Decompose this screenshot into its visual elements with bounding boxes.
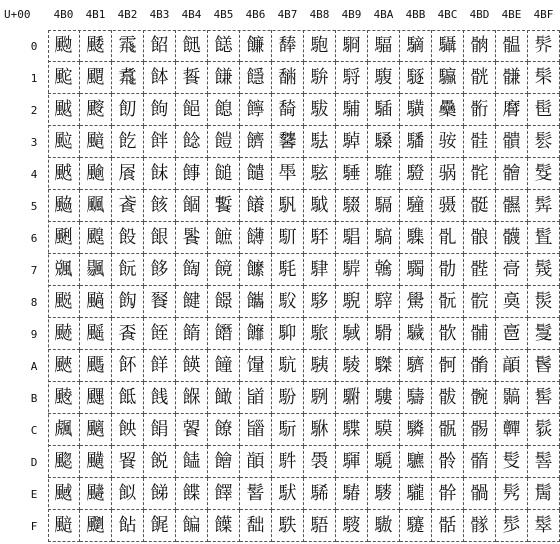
glyph-cell: 䭝 xyxy=(208,446,240,478)
glyph-cell: 䮰 xyxy=(400,30,432,62)
glyph-cell: 䬉 xyxy=(48,318,80,350)
glyph-cell: 䯱 xyxy=(528,62,560,94)
glyph-cell: 䯩 xyxy=(496,318,528,350)
glyph-cell: 䮅 xyxy=(304,190,336,222)
glyph-cell: 䭿 xyxy=(272,510,304,542)
column-header: 4BF xyxy=(533,8,554,21)
glyph-cell: 䭶 xyxy=(272,222,304,254)
glyph-cell: 䯆 xyxy=(432,222,464,254)
glyph-cell: 䬊 xyxy=(48,350,80,382)
glyph-cell: 䬵 xyxy=(144,190,176,222)
row-header: 3 xyxy=(30,136,38,149)
glyph-cell: 䭆 xyxy=(176,222,208,254)
row-header: 9 xyxy=(30,328,38,341)
glyph-cell: 䬖 xyxy=(80,222,112,254)
glyph-cell: 䬀 xyxy=(48,30,80,62)
row-header: 8 xyxy=(30,296,38,309)
glyph-cell: 䭢 xyxy=(240,94,272,126)
glyph-cell: 䬃 xyxy=(48,126,80,158)
row-header: 4 xyxy=(30,168,38,181)
glyph-cell: 䭖 xyxy=(208,222,240,254)
glyph-cell: 䭽 xyxy=(272,446,304,478)
column-header: 4B1 xyxy=(85,8,106,21)
glyph-cell: 䮷 xyxy=(400,254,432,286)
glyph-cell: 䮕 xyxy=(336,190,368,222)
glyph-cell: 䭰 xyxy=(272,30,304,62)
glyph-cell: 䯽 xyxy=(528,446,560,478)
glyph-cell: 䯕 xyxy=(464,190,496,222)
column-header: 4BD xyxy=(469,8,490,21)
glyph-cell: 䮏 xyxy=(304,510,336,542)
glyph-cell: 䯋 xyxy=(432,382,464,414)
row-header: E xyxy=(30,488,38,501)
glyph-cell: 䯘 xyxy=(464,286,496,318)
glyph-cell: 䭑 xyxy=(208,62,240,94)
glyph-cell: 䭐 xyxy=(208,30,240,62)
glyph-cell: 䬎 xyxy=(48,478,80,510)
row-header: D xyxy=(30,456,38,469)
glyph-cell: 䬳 xyxy=(144,126,176,158)
glyph-cell: 䭗 xyxy=(208,254,240,286)
glyph-cell: 䬐 xyxy=(80,30,112,62)
glyph-cell: 䮻 xyxy=(400,382,432,414)
glyph-grid xyxy=(48,30,560,542)
glyph-cell: 䬋 xyxy=(48,382,80,414)
glyph-cell: 䮐 xyxy=(336,30,368,62)
glyph-cell: 䭜 xyxy=(208,414,240,446)
glyph-cell: 䬧 xyxy=(112,254,144,286)
glyph-cell: 䭚 xyxy=(208,350,240,382)
glyph-cell: 䬞 xyxy=(80,478,112,510)
glyph-cell: 䬲 xyxy=(144,94,176,126)
column-header: 4B6 xyxy=(245,8,266,21)
glyph-cell: 䭅 xyxy=(176,190,208,222)
glyph-cell: 䭱 xyxy=(272,62,304,94)
glyph-cell: 䯄 xyxy=(432,158,464,190)
glyph-cell: 䬌 xyxy=(48,414,80,446)
glyph-cell: 䭧 xyxy=(240,254,272,286)
column-header: 4B0 xyxy=(53,8,74,21)
glyph-cell: 䯹 xyxy=(528,318,560,350)
glyph-cell: 䯫 xyxy=(496,382,528,414)
glyph-cell: 䯦 xyxy=(496,222,528,254)
glyph-cell: 䮦 xyxy=(368,222,400,254)
glyph-cell: 䮁 xyxy=(304,62,336,94)
glyph-cell: 䬿 xyxy=(144,510,176,542)
glyph-cell: 䯡 xyxy=(496,62,528,94)
glyph-cell: 䬝 xyxy=(80,446,112,478)
glyph-cell: 䯭 xyxy=(496,446,528,478)
glyph-cell: 䯌 xyxy=(432,414,464,446)
glyph-cell: 䯃 xyxy=(432,126,464,158)
glyph-cell: 䭇 xyxy=(176,254,208,286)
glyph-cell: 䭡 xyxy=(240,62,272,94)
glyph-cell: 䭦 xyxy=(240,222,272,254)
glyph-cell: 䬰 xyxy=(144,30,176,62)
glyph-cell: 䯬 xyxy=(496,414,528,446)
column-header: 4B5 xyxy=(213,8,234,21)
glyph-cell: 䭯 xyxy=(240,510,272,542)
glyph-cell: 䭀 xyxy=(176,30,208,62)
glyph-cell: 䭤 xyxy=(240,158,272,190)
glyph-cell: 䮡 xyxy=(368,62,400,94)
glyph-cell: 䮧 xyxy=(368,254,400,286)
glyph-cell: 䬺 xyxy=(144,350,176,382)
glyph-cell: 䬗 xyxy=(80,254,112,286)
glyph-cell: 䯼 xyxy=(528,414,560,446)
glyph-cell: 䬔 xyxy=(80,158,112,190)
glyph-cell: 䬕 xyxy=(80,190,112,222)
glyph-cell: 䬈 xyxy=(48,286,80,318)
glyph-cell: 䮫 xyxy=(368,382,400,414)
glyph-cell: 䮺 xyxy=(400,350,432,382)
glyph-cell: 䬍 xyxy=(48,446,80,478)
glyph-cell: 䬢 xyxy=(112,94,144,126)
glyph-cell: 䬁 xyxy=(48,62,80,94)
glyph-cell: 䯂 xyxy=(432,94,464,126)
glyph-cell: 䬒 xyxy=(80,94,112,126)
glyph-cell: 䭎 xyxy=(176,478,208,510)
glyph-cell: 䭬 xyxy=(240,414,272,446)
glyph-cell: 䮉 xyxy=(304,318,336,350)
glyph-cell: 䭭 xyxy=(240,446,272,478)
glyph-cell: 䯎 xyxy=(432,478,464,510)
glyph-cell: 䯴 xyxy=(528,158,560,190)
glyph-cell: 䮱 xyxy=(400,62,432,94)
glyph-cell: 䭒 xyxy=(208,94,240,126)
glyph-cell: 䭔 xyxy=(208,158,240,190)
glyph-cell: 䭌 xyxy=(176,414,208,446)
glyph-cell: 䬸 xyxy=(144,286,176,318)
glyph-cell: 䬱 xyxy=(144,62,176,94)
glyph-cell: 䮈 xyxy=(304,286,336,318)
glyph-cell: 䮗 xyxy=(336,254,368,286)
glyph-cell: 䮣 xyxy=(368,126,400,158)
glyph-cell: 䭈 xyxy=(176,286,208,318)
glyph-cell: 䭣 xyxy=(240,126,272,158)
glyph-cell: 䬑 xyxy=(80,62,112,94)
glyph-cell: 䮹 xyxy=(400,318,432,350)
glyph-cell: 䭉 xyxy=(176,318,208,350)
glyph-cell: 䮒 xyxy=(336,94,368,126)
glyph-cell: 䭨 xyxy=(240,286,272,318)
glyph-cell: 䮨 xyxy=(368,286,400,318)
glyph-cell: 䮌 xyxy=(304,414,336,446)
glyph-cell: 䬣 xyxy=(112,126,144,158)
glyph-cell: 䮆 xyxy=(304,222,336,254)
glyph-cell: 䯙 xyxy=(464,318,496,350)
glyph-cell: 䯜 xyxy=(464,414,496,446)
glyph-cell: 䬂 xyxy=(48,94,80,126)
glyph-cell: 䭾 xyxy=(272,478,304,510)
column-header: 4BB xyxy=(405,8,426,21)
glyph-cell: 䬽 xyxy=(144,446,176,478)
glyph-cell: 䬹 xyxy=(144,318,176,350)
glyph-cell: 䬻 xyxy=(144,382,176,414)
glyph-cell: 䯍 xyxy=(432,446,464,478)
glyph-cell: 䭫 xyxy=(240,382,272,414)
glyph-cell: 䮴 xyxy=(400,158,432,190)
glyph-cell: 䮛 xyxy=(336,382,368,414)
glyph-cell: 䬦 xyxy=(112,222,144,254)
glyph-cell: 䬯 xyxy=(112,510,144,542)
glyph-cell: 䭳 xyxy=(272,126,304,158)
glyph-cell: 䯪 xyxy=(496,350,528,382)
glyph-cell: 䭏 xyxy=(176,510,208,542)
glyph-cell: 䮝 xyxy=(336,446,368,478)
glyph-cell: 䯞 xyxy=(464,478,496,510)
glyph-cell: 䮚 xyxy=(336,350,368,382)
row-header: 1 xyxy=(30,72,38,85)
glyph-cell: 䬩 xyxy=(112,318,144,350)
glyph-cell: 䯥 xyxy=(496,190,528,222)
glyph-cell: 䭘 xyxy=(208,286,240,318)
glyph-cell: 䯷 xyxy=(528,254,560,286)
row-header: A xyxy=(30,360,38,373)
glyph-cell: 䬚 xyxy=(80,350,112,382)
glyph-cell: 䭂 xyxy=(176,94,208,126)
glyph-cell: 䯮 xyxy=(496,478,528,510)
glyph-cell: 䯲 xyxy=(528,94,560,126)
glyph-cell: 䯉 xyxy=(432,318,464,350)
glyph-cell: 䯐 xyxy=(464,30,496,62)
glyph-cell: 䬾 xyxy=(144,478,176,510)
glyph-cell: 䯓 xyxy=(464,126,496,158)
glyph-cell: 䭩 xyxy=(240,318,272,350)
glyph-cell: 䮜 xyxy=(336,414,368,446)
glyph-cell: 䮘 xyxy=(336,286,368,318)
glyph-cell: 䮸 xyxy=(400,286,432,318)
glyph-cell: 䮊 xyxy=(304,350,336,382)
glyph-cell: 䬄 xyxy=(48,158,80,190)
row-header: 2 xyxy=(30,104,38,117)
glyph-cell: 䭞 xyxy=(208,478,240,510)
row-header: F xyxy=(30,520,38,533)
glyph-cell: 䭠 xyxy=(240,30,272,62)
glyph-cell: 䮍 xyxy=(304,446,336,478)
glyph-cell: 䬥 xyxy=(112,190,144,222)
glyph-cell: 䯟 xyxy=(464,510,496,542)
glyph-cell: 䭛 xyxy=(208,382,240,414)
glyph-cell: 䯣 xyxy=(496,126,528,158)
glyph-cell: 䬏 xyxy=(48,510,80,542)
glyph-cell: 䭵 xyxy=(272,190,304,222)
glyph-cell: 䮬 xyxy=(368,414,400,446)
glyph-cell: 䮽 xyxy=(400,446,432,478)
column-header: 4B7 xyxy=(277,8,298,21)
glyph-cell: 䯶 xyxy=(528,222,560,254)
glyph-cell: 䬶 xyxy=(144,222,176,254)
glyph-cell: 䯏 xyxy=(432,510,464,542)
glyph-cell: 䯨 xyxy=(496,286,528,318)
glyph-cell: 䭥 xyxy=(240,190,272,222)
glyph-cell: 䮯 xyxy=(368,510,400,542)
glyph-cell: 䯗 xyxy=(464,254,496,286)
glyph-cell: 䮂 xyxy=(304,94,336,126)
glyph-cell: 䭁 xyxy=(176,62,208,94)
glyph-cell: 䬫 xyxy=(112,382,144,414)
row-header: 7 xyxy=(30,264,38,277)
glyph-cell: 䮭 xyxy=(368,446,400,478)
glyph-cell: 䮤 xyxy=(368,158,400,190)
glyph-cell: 䮲 xyxy=(400,94,432,126)
glyph-cell: 䭮 xyxy=(240,478,272,510)
glyph-cell: 䯸 xyxy=(528,286,560,318)
glyph-cell: 䭊 xyxy=(176,350,208,382)
glyph-cell: 䮄 xyxy=(304,158,336,190)
glyph-cell: 䬤 xyxy=(112,158,144,190)
glyph-cell: 䯧 xyxy=(496,254,528,286)
chart-corner-label: U+00 xyxy=(4,8,31,21)
glyph-cell: 䭓 xyxy=(208,126,240,158)
glyph-cell: 䮾 xyxy=(400,478,432,510)
glyph-cell: 䭪 xyxy=(240,350,272,382)
glyph-cell: 䬘 xyxy=(80,286,112,318)
column-header: 4BA xyxy=(373,8,394,21)
glyph-cell: 䬓 xyxy=(80,126,112,158)
glyph-cell: 䯤 xyxy=(496,158,528,190)
glyph-cell: 䮔 xyxy=(336,158,368,190)
glyph-cell: 䮙 xyxy=(336,318,368,350)
glyph-cell: 䮎 xyxy=(304,478,336,510)
glyph-cell: 䭃 xyxy=(176,126,208,158)
glyph-cell: 䮪 xyxy=(368,350,400,382)
glyph-cell: 䭋 xyxy=(176,382,208,414)
glyph-cell: 䭲 xyxy=(272,94,304,126)
glyph-cell: 䮳 xyxy=(400,126,432,158)
glyph-cell: 䭙 xyxy=(208,318,240,350)
glyph-cell: 䬷 xyxy=(144,254,176,286)
glyph-cell: 䯯 xyxy=(496,510,528,542)
glyph-cell: 䬠 xyxy=(112,30,144,62)
column-header: 4B8 xyxy=(309,8,330,21)
glyph-cell: 䬨 xyxy=(112,286,144,318)
glyph-cell: 䯻 xyxy=(528,382,560,414)
glyph-cell: 䮇 xyxy=(304,254,336,286)
column-header: 4BC xyxy=(437,8,458,21)
glyph-cell: 䮥 xyxy=(368,190,400,222)
glyph-cell: 䬅 xyxy=(48,190,80,222)
glyph-cell: 䯑 xyxy=(464,62,496,94)
glyph-cell: 䯔 xyxy=(464,158,496,190)
row-header: 5 xyxy=(30,200,38,213)
column-header: 4BE xyxy=(501,8,522,21)
glyph-cell: 䯰 xyxy=(528,30,560,62)
glyph-cell: 䯾 xyxy=(528,478,560,510)
glyph-cell: 䭸 xyxy=(272,286,304,318)
row-header: 6 xyxy=(30,232,38,245)
column-header: 4B9 xyxy=(341,8,362,21)
glyph-cell: 䯿 xyxy=(528,510,560,542)
glyph-cell: 䮿 xyxy=(400,510,432,542)
glyph-cell: 䬼 xyxy=(144,414,176,446)
glyph-cell: 䮠 xyxy=(368,30,400,62)
glyph-cell: 䯒 xyxy=(464,94,496,126)
glyph-cell: 䯛 xyxy=(464,382,496,414)
glyph-cell: 䮃 xyxy=(304,126,336,158)
glyph-cell: 䬆 xyxy=(48,222,80,254)
glyph-cell: 䮞 xyxy=(336,478,368,510)
glyph-cell: 䮓 xyxy=(336,126,368,158)
glyph-cell: 䯺 xyxy=(528,350,560,382)
glyph-cell: 䮖 xyxy=(336,222,368,254)
row-header: 0 xyxy=(30,40,38,53)
glyph-cell: 䯚 xyxy=(464,350,496,382)
glyph-cell: 䭹 xyxy=(272,318,304,350)
glyph-cell: 䯇 xyxy=(432,254,464,286)
glyph-cell: 䬙 xyxy=(80,318,112,350)
glyph-cell: 䬛 xyxy=(80,382,112,414)
row-header: C xyxy=(30,424,38,437)
glyph-cell: 䬇 xyxy=(48,254,80,286)
glyph-cell: 䬪 xyxy=(112,350,144,382)
glyph-cell: 䯈 xyxy=(432,286,464,318)
glyph-cell: 䬟 xyxy=(80,510,112,542)
glyph-cell: 䮋 xyxy=(304,382,336,414)
glyph-cell: 䮩 xyxy=(368,318,400,350)
glyph-cell: 䯁 xyxy=(432,62,464,94)
column-header: 4B2 xyxy=(117,8,138,21)
glyph-cell: 䮀 xyxy=(304,30,336,62)
glyph-cell: 䬮 xyxy=(112,478,144,510)
glyph-cell: 䮟 xyxy=(336,510,368,542)
glyph-cell: 䮮 xyxy=(368,478,400,510)
glyph-cell: 䭴 xyxy=(272,158,304,190)
glyph-cell: 䯠 xyxy=(496,30,528,62)
row-header: B xyxy=(30,392,38,405)
glyph-cell: 䭷 xyxy=(272,254,304,286)
glyph-cell: 䭼 xyxy=(272,414,304,446)
glyph-cell: 䯖 xyxy=(464,222,496,254)
glyph-cell: 䮼 xyxy=(400,414,432,446)
column-header: 4B3 xyxy=(149,8,170,21)
glyph-cell: 䯝 xyxy=(464,446,496,478)
glyph-cell: 䮶 xyxy=(400,222,432,254)
glyph-cell: 䭟 xyxy=(208,510,240,542)
glyph-cell: 䭕 xyxy=(208,190,240,222)
glyph-cell: 䮑 xyxy=(336,62,368,94)
glyph-cell: 䬴 xyxy=(144,158,176,190)
glyph-cell: 䯳 xyxy=(528,126,560,158)
glyph-cell: 䭺 xyxy=(272,350,304,382)
glyph-cell: 䯢 xyxy=(496,94,528,126)
glyph-cell: 䯊 xyxy=(432,350,464,382)
glyph-cell: 䭻 xyxy=(272,382,304,414)
glyph-cell: 䭄 xyxy=(176,158,208,190)
glyph-cell: 䬭 xyxy=(112,446,144,478)
column-header: 4B4 xyxy=(181,8,202,21)
glyph-cell: 䯅 xyxy=(432,190,464,222)
glyph-cell: 䯵 xyxy=(528,190,560,222)
glyph-cell: 䮵 xyxy=(400,190,432,222)
glyph-cell: 䯀 xyxy=(432,30,464,62)
glyph-cell: 䬡 xyxy=(112,62,144,94)
glyph-cell: 䭍 xyxy=(176,446,208,478)
glyph-cell: 䬜 xyxy=(80,414,112,446)
glyph-cell: 䮢 xyxy=(368,94,400,126)
glyph-cell: 䬬 xyxy=(112,414,144,446)
